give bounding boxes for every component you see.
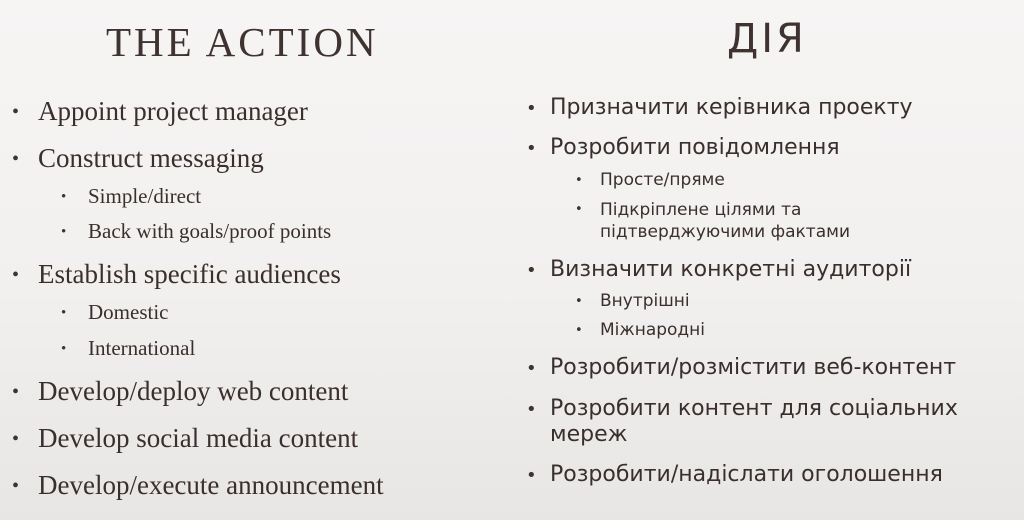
list-item: [526, 462, 943, 487]
sub-list-item-label: Back with goals/proof points: [88, 219, 332, 243]
sub-list-item: [61, 336, 196, 361]
bullet-icon: •: [61, 341, 67, 357]
list-item: [526, 396, 1010, 448]
list-item-label: Розробити контент для соціальних мереж: [550, 396, 958, 447]
list-item: [12, 259, 341, 290]
list-item-label: Визначити конкретні аудиторії: [550, 257, 912, 282]
list-item: [12, 423, 359, 454]
list-item: [526, 257, 912, 282]
sub-list-item: [61, 300, 169, 325]
bullet-icon: •: [526, 260, 537, 281]
list-item: [526, 355, 957, 380]
list-item-label: Розробити повідомлення: [550, 135, 840, 160]
bullet-icon: •: [575, 294, 583, 309]
bullet-icon: •: [61, 189, 67, 205]
bullet-icon: •: [12, 381, 20, 403]
list-item-label: Establish specific audiences: [38, 259, 341, 289]
bullet-icon: •: [12, 475, 20, 497]
bullet-icon: •: [61, 224, 67, 240]
sub-list-item-label: Simple/direct: [88, 184, 202, 208]
list-item-label: Develop/deploy web content: [38, 376, 349, 406]
list-item: [12, 376, 349, 407]
list-item: [12, 470, 384, 501]
list-item-label: Призначити керівника проекту: [550, 95, 913, 120]
list-item-label: Розробити/розмістити веб-контент: [550, 355, 957, 380]
bullet-icon: •: [526, 399, 537, 420]
bullet-icon: •: [526, 138, 537, 159]
sub-list-item: [575, 291, 690, 311]
sub-list-item: [575, 199, 930, 243]
bullet-icon: •: [12, 264, 20, 286]
list-item: [12, 96, 308, 127]
sub-list-item-label: International: [88, 336, 196, 360]
bullet-icon: •: [575, 323, 583, 338]
sub-list-item-label: Внутрішні: [600, 291, 690, 311]
list-item-label: Develop social media content: [38, 423, 359, 453]
list-item: [12, 143, 264, 174]
sub-list-item: [575, 320, 706, 340]
sub-list-item-label: Просте/пряме: [600, 170, 725, 190]
bullet-icon: •: [526, 358, 537, 379]
list-item: [526, 95, 913, 120]
bullet-icon: •: [526, 465, 537, 486]
sub-list-item-label: Domestic: [88, 300, 169, 324]
bullet-icon: •: [12, 148, 20, 170]
list-item: [526, 135, 840, 160]
bullet-icon: •: [61, 305, 67, 321]
bullet-icon: •: [12, 101, 20, 123]
slide-title-english: THE ACTION: [106, 19, 379, 65]
sub-list-item: [61, 184, 202, 209]
bullet-icon: •: [575, 202, 583, 217]
bullet-icon: •: [575, 173, 583, 188]
sub-list-item: [61, 219, 332, 244]
sub-list-item-label: Підкріплене цілями та підтверджуючими фактами: [600, 200, 850, 242]
list-item-label: Construct messaging: [38, 143, 264, 173]
list-item-label: Appoint project manager: [38, 96, 308, 126]
list-item-label: Develop/execute announcement: [38, 470, 384, 500]
slide-title-ukrainian: ДІЯ: [727, 16, 807, 62]
sub-list-item-label: Міжнародні: [600, 320, 706, 340]
list-item-label: Розробити/надіслати оголошення: [550, 462, 943, 487]
bullet-icon: •: [526, 98, 537, 119]
sub-list-item: [575, 170, 725, 190]
bullet-icon: •: [12, 428, 20, 450]
